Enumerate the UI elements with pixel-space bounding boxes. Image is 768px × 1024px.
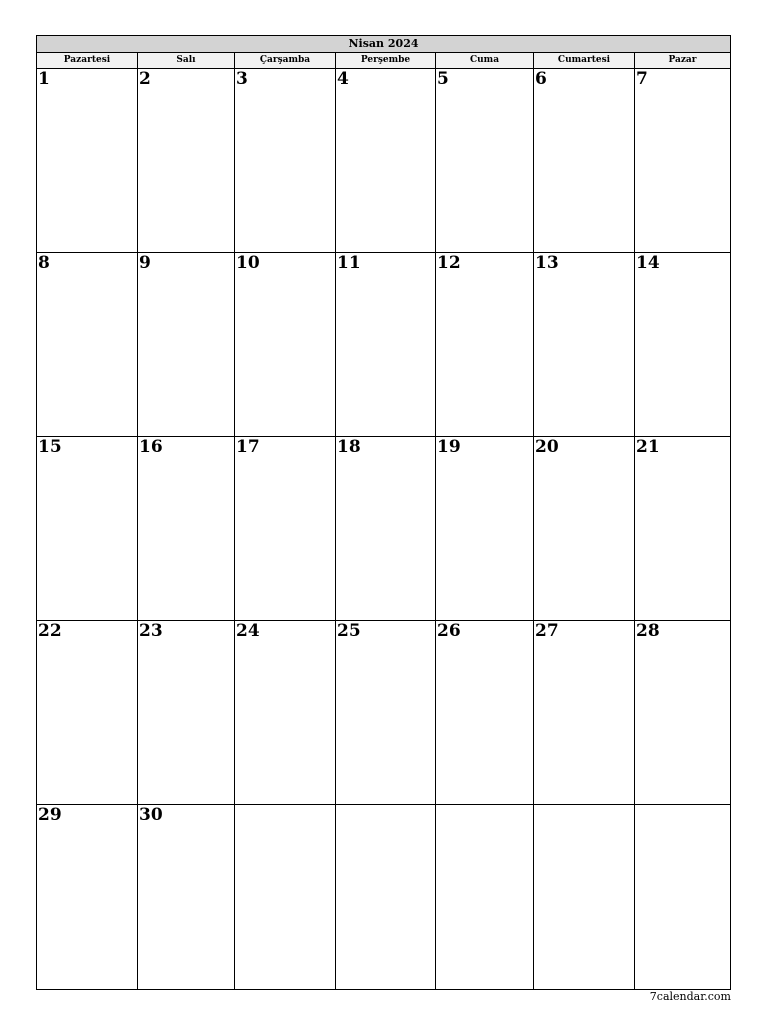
weekday-header-row bbox=[37, 53, 730, 69]
day-cell-empty bbox=[436, 805, 534, 989]
day-cell[interactable] bbox=[336, 253, 436, 436]
week-row-5 bbox=[37, 805, 730, 989]
day-number: 2 bbox=[139, 69, 151, 89]
day-number: 1 bbox=[38, 69, 50, 89]
day-number: 30 bbox=[139, 805, 163, 825]
day-number: 29 bbox=[38, 805, 62, 825]
day-cell[interactable] bbox=[37, 437, 138, 620]
day-cell[interactable] bbox=[436, 437, 534, 620]
day-number: 12 bbox=[437, 253, 461, 273]
weekday-sunday: Pazar bbox=[668, 55, 697, 65]
day-cell[interactable] bbox=[436, 69, 534, 252]
weekday-friday: Cuma bbox=[436, 53, 534, 68]
day-cell[interactable] bbox=[37, 805, 138, 989]
day-cell[interactable] bbox=[534, 437, 635, 620]
day-cell[interactable] bbox=[534, 621, 635, 804]
week-row-1 bbox=[37, 69, 730, 253]
day-number: 26 bbox=[437, 621, 461, 641]
day-cell[interactable] bbox=[138, 69, 235, 252]
day-cell[interactable] bbox=[235, 621, 336, 804]
day-number: 7 bbox=[636, 69, 648, 89]
day-number: 11 bbox=[337, 253, 361, 273]
day-number: 16 bbox=[139, 437, 163, 457]
day-cell[interactable] bbox=[138, 805, 235, 989]
day-cell[interactable] bbox=[635, 69, 730, 252]
footer-credit: 7calendar.com bbox=[649, 990, 731, 1003]
day-number: 13 bbox=[535, 253, 559, 273]
day-number: 4 bbox=[337, 69, 349, 89]
day-cell-empty bbox=[336, 805, 436, 989]
day-cell[interactable] bbox=[235, 69, 336, 252]
day-number: 17 bbox=[236, 437, 260, 457]
day-number: 8 bbox=[38, 253, 50, 273]
weekday-tuesday: Salı bbox=[138, 53, 235, 68]
week-row-2 bbox=[37, 253, 730, 437]
weekday-monday: Pazartesi bbox=[37, 53, 138, 68]
day-cell[interactable] bbox=[436, 253, 534, 436]
day-number: 19 bbox=[437, 437, 461, 457]
week-row-3 bbox=[37, 437, 730, 621]
day-cell[interactable] bbox=[235, 253, 336, 436]
day-cell[interactable] bbox=[138, 621, 235, 804]
day-number: 18 bbox=[337, 437, 361, 457]
day-cell[interactable] bbox=[37, 69, 138, 252]
day-cell-empty bbox=[534, 805, 635, 989]
day-number: 15 bbox=[38, 437, 62, 457]
day-number: 3 bbox=[236, 69, 248, 89]
day-number: 28 bbox=[636, 621, 660, 641]
day-cell[interactable] bbox=[436, 621, 534, 804]
day-number: 22 bbox=[38, 621, 62, 641]
day-number: 24 bbox=[236, 621, 260, 641]
day-cell[interactable] bbox=[235, 437, 336, 620]
day-number: 5 bbox=[437, 69, 449, 89]
month-title: Nisan 2024 bbox=[37, 36, 730, 53]
day-number: 6 bbox=[535, 69, 547, 89]
day-number: 23 bbox=[139, 621, 163, 641]
weekday-saturday: Cumartesi bbox=[534, 53, 635, 68]
day-number: 21 bbox=[636, 437, 660, 457]
day-cell[interactable] bbox=[138, 437, 235, 620]
day-cell-empty bbox=[635, 805, 730, 989]
day-number: 20 bbox=[535, 437, 559, 457]
day-number: 25 bbox=[337, 621, 361, 641]
day-number: 10 bbox=[236, 253, 260, 273]
weekday-wednesday: Çarşamba bbox=[235, 53, 336, 68]
week-row-4 bbox=[37, 621, 730, 805]
day-cell[interactable] bbox=[138, 253, 235, 436]
day-cell[interactable] bbox=[534, 253, 635, 436]
weeks-container bbox=[37, 69, 730, 989]
day-cell[interactable] bbox=[635, 437, 730, 620]
day-number: 9 bbox=[139, 253, 151, 273]
day-cell[interactable] bbox=[635, 621, 730, 804]
calendar-grid bbox=[36, 35, 731, 990]
day-cell[interactable] bbox=[336, 437, 436, 620]
day-cell[interactable] bbox=[336, 69, 436, 252]
day-cell[interactable] bbox=[534, 69, 635, 252]
day-cell-empty bbox=[235, 805, 336, 989]
day-cell[interactable] bbox=[635, 253, 730, 436]
day-cell[interactable] bbox=[37, 621, 138, 804]
day-cell[interactable] bbox=[336, 621, 436, 804]
day-number: 27 bbox=[535, 621, 559, 641]
day-cell[interactable] bbox=[37, 253, 138, 436]
weekday-thursday: Perşembe bbox=[336, 53, 436, 68]
day-number: 14 bbox=[636, 253, 660, 273]
